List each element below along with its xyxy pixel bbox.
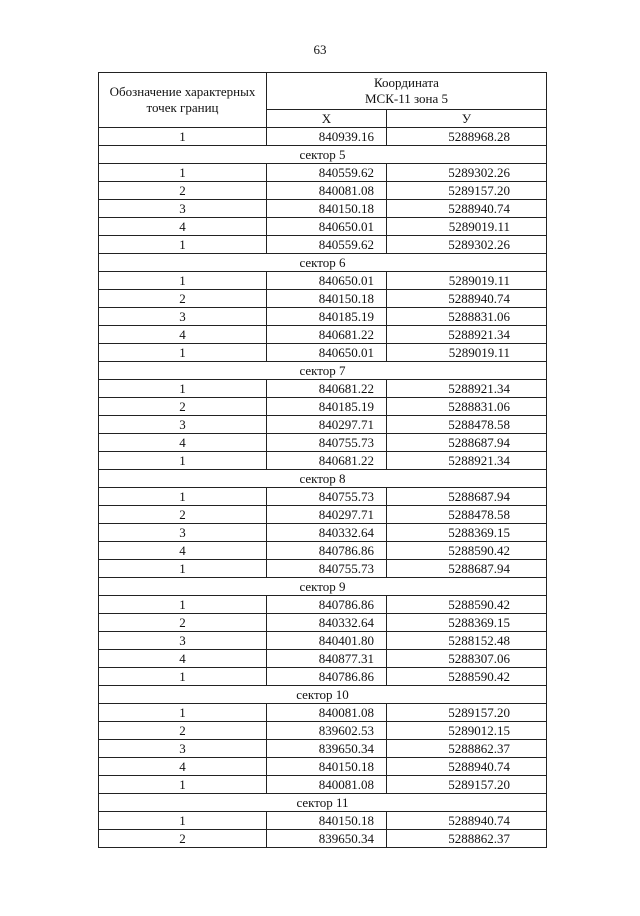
x-coordinate: 840081.08 [267,776,387,794]
table-row [99,290,547,308]
point-number: 1 [99,704,267,722]
table-row [99,524,547,542]
table-row [99,812,547,830]
y-coordinate: 5288478.58 [387,506,547,524]
point-number: 2 [99,182,267,200]
y-coordinate: 5289012.15 [387,722,547,740]
x-coordinate: 839602.53 [267,722,387,740]
x-coordinate: 840150.18 [267,812,387,830]
sector-label: сектор 9 [99,578,547,596]
point-number: 1 [99,344,267,362]
x-coordinate: 840081.08 [267,182,387,200]
table-row [99,776,547,794]
x-coordinate: 840681.22 [267,452,387,470]
x-coordinate: 840786.86 [267,596,387,614]
table-row [99,272,547,290]
sector-label: сектор 11 [99,794,547,812]
x-coordinate: 840755.73 [267,488,387,506]
point-number: 1 [99,488,267,506]
point-number: 4 [99,218,267,236]
point-number: 3 [99,200,267,218]
sector-label: сектор 6 [99,254,547,272]
header-y: У [387,110,547,128]
sector-row [99,470,547,488]
point-number: 1 [99,812,267,830]
y-coordinate: 5288921.34 [387,452,547,470]
point-number: 2 [99,506,267,524]
x-coordinate: 840150.18 [267,758,387,776]
y-coordinate: 5288687.94 [387,434,547,452]
y-coordinate: 5288687.94 [387,560,547,578]
y-coordinate: 5288831.06 [387,398,547,416]
x-coordinate: 840332.64 [267,524,387,542]
table-row [99,344,547,362]
x-coordinate: 840401.80 [267,632,387,650]
sector-label: сектор 5 [99,146,547,164]
x-coordinate: 839650.34 [267,740,387,758]
table-row [99,488,547,506]
x-coordinate: 840786.86 [267,668,387,686]
point-number: 3 [99,632,267,650]
y-coordinate: 5288940.74 [387,758,547,776]
y-coordinate: 5288968.28 [387,128,547,146]
sector-label: сектор 8 [99,470,547,488]
x-coordinate: 839650.34 [267,830,387,848]
point-number: 4 [99,650,267,668]
y-coordinate: 5288921.34 [387,380,547,398]
table-row [99,218,547,236]
point-number: 1 [99,272,267,290]
point-number: 2 [99,398,267,416]
table-row [99,722,547,740]
point-number: 1 [99,668,267,686]
point-number: 1 [99,560,267,578]
header-coordinate [267,73,547,110]
table-row [99,560,547,578]
y-coordinate: 5288590.42 [387,596,547,614]
y-coordinate: 5288940.74 [387,812,547,830]
point-number: 1 [99,452,267,470]
point-number: 4 [99,326,267,344]
sector-label: сектор 10 [99,686,547,704]
point-number: 3 [99,308,267,326]
y-coordinate: 5288940.74 [387,290,547,308]
x-coordinate: 840650.01 [267,344,387,362]
y-coordinate: 5288369.15 [387,524,547,542]
point-number: 3 [99,524,267,542]
y-coordinate: 5289019.11 [387,344,547,362]
header-coordinate-system: МСК-11 зона 5 [364,91,449,106]
table-row [99,416,547,434]
sector-row [99,362,547,380]
x-coordinate: 840150.18 [267,290,387,308]
sector-row [99,254,547,272]
y-coordinate: 5288590.42 [387,542,547,560]
page-number: 63 [313,42,327,57]
table-row [99,380,547,398]
point-number: 2 [99,290,267,308]
y-coordinate: 5288921.34 [387,326,547,344]
table-row [99,182,547,200]
point-number: 1 [99,236,267,254]
y-coordinate: 5288369.15 [387,614,547,632]
table-row [99,326,547,344]
header-point-designation: Обозначение характерных точек границ [99,73,267,128]
x-coordinate: 840681.22 [267,326,387,344]
point-number: 1 [99,164,267,182]
y-coordinate: 5289019.11 [387,218,547,236]
table-body [99,128,547,848]
point-number: 4 [99,542,267,560]
y-coordinate: 5288307.06 [387,650,547,668]
x-coordinate: 840755.73 [267,434,387,452]
y-coordinate: 5288590.42 [387,668,547,686]
y-coordinate: 5288478.58 [387,416,547,434]
table-row [99,758,547,776]
x-coordinate: 840939.16 [267,128,387,146]
point-number: 2 [99,614,267,632]
table-row [99,614,547,632]
table-row [99,596,547,614]
table-row [99,398,547,416]
table-row [99,236,547,254]
x-coordinate: 840755.73 [267,560,387,578]
table-row [99,830,547,848]
coordinates-table [98,72,547,848]
sector-label: сектор 7 [99,362,547,380]
x-coordinate: 840185.19 [267,398,387,416]
header-x: Х [267,110,387,128]
x-coordinate: 840650.01 [267,218,387,236]
table-row [99,668,547,686]
y-coordinate: 5289302.26 [387,236,547,254]
y-coordinate: 5289019.11 [387,272,547,290]
y-coordinate: 5288152.48 [387,632,547,650]
y-coordinate: 5288687.94 [387,488,547,506]
x-coordinate: 840681.22 [267,380,387,398]
y-coordinate: 5289157.20 [387,776,547,794]
table-row [99,164,547,182]
point-number: 1 [99,380,267,398]
table-row [99,650,547,668]
table-row [99,128,547,146]
y-coordinate: 5288940.74 [387,200,547,218]
y-coordinate: 5288831.06 [387,308,547,326]
table-row [99,704,547,722]
point-number: 2 [99,722,267,740]
x-coordinate: 840185.19 [267,308,387,326]
point-number: 3 [99,740,267,758]
x-coordinate: 840297.71 [267,416,387,434]
table-row [99,308,547,326]
table-row [99,452,547,470]
point-number: 4 [99,758,267,776]
x-coordinate: 840786.86 [267,542,387,560]
x-coordinate: 840332.64 [267,614,387,632]
point-number: 1 [99,128,267,146]
x-coordinate: 840081.08 [267,704,387,722]
y-coordinate: 5289157.20 [387,704,547,722]
table-row [99,200,547,218]
x-coordinate: 840559.62 [267,164,387,182]
point-number: 1 [99,596,267,614]
table-row [99,434,547,452]
x-coordinate: 840559.62 [267,236,387,254]
x-coordinate: 840650.01 [267,272,387,290]
point-number: 1 [99,776,267,794]
x-coordinate: 840150.18 [267,200,387,218]
table-row [99,506,547,524]
y-coordinate: 5288862.37 [387,830,547,848]
table-row [99,740,547,758]
y-coordinate: 5289302.26 [387,164,547,182]
sector-row [99,146,547,164]
point-number: 3 [99,416,267,434]
x-coordinate: 840877.31 [267,650,387,668]
y-coordinate: 5289157.20 [387,182,547,200]
table-row [99,542,547,560]
x-coordinate: 840297.71 [267,506,387,524]
point-number: 2 [99,830,267,848]
sector-row [99,794,547,812]
sector-row [99,686,547,704]
sector-row [99,578,547,596]
header-coordinate-title: Координата [374,75,439,90]
y-coordinate: 5288862.37 [387,740,547,758]
point-number: 4 [99,434,267,452]
table-row [99,632,547,650]
